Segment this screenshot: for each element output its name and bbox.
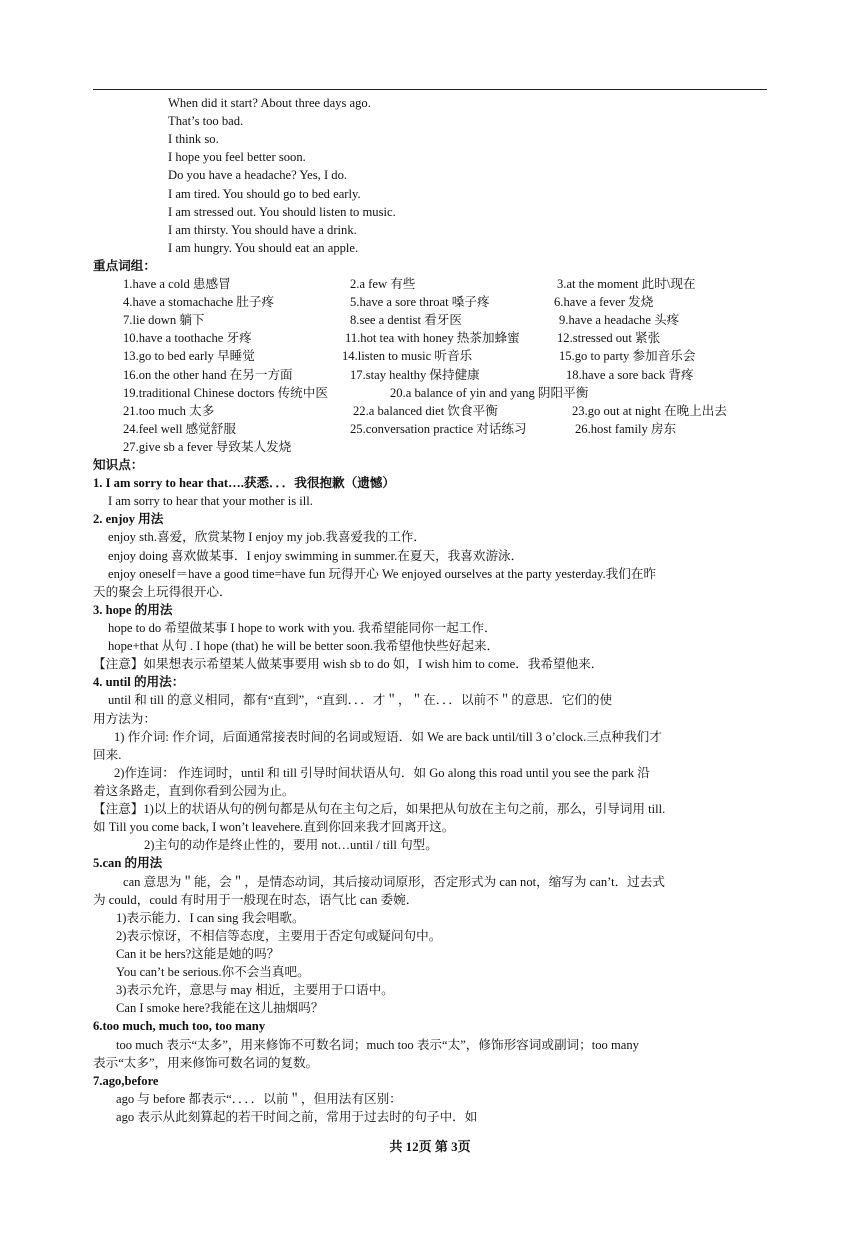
point-line: 3)表示允许，意思与 may 相近，主要用于口语中。 <box>116 983 394 997</box>
section-heading: 重点词组： <box>93 259 156 273</box>
phrase-item: 21.too much 太多 <box>123 404 215 418</box>
phrase-item: 3.at the moment 此时\现在 <box>557 277 696 291</box>
phrase-item: 2.a few 有些 <box>350 277 416 291</box>
point-line: Can it be hers?这能是她的吗？ <box>116 947 280 961</box>
phrase-item: 16.on the other hand 在另一方面 <box>123 368 293 382</box>
point-line: too much 表示“太多”，用来修饰不可数名词；much too 表示“太”，修饰形容词或副词；too many <box>116 1038 639 1052</box>
point-title: 2. enjoy 用法 <box>93 512 164 526</box>
point-line: ago 表示从此刻算起的若干时间之前，常用于过去时的句子中．如 <box>116 1110 478 1124</box>
phrase-item: 10.have a toothache 牙疼 <box>123 331 252 345</box>
point-line: 着这条路走，直到你看到公园为止。 <box>93 784 295 798</box>
phrase-item: 25.conversation practice 对话练习 <box>350 422 527 436</box>
point-line: 【注意】如果想表示希望某人做某事要用 wish sb to do 如，I wish him to come．我希望他来． <box>93 657 604 671</box>
phrase-item: 13.go to bed early 早睡觉 <box>123 349 255 363</box>
page-footer: 共 12页 第 3页 <box>389 1139 471 1154</box>
phrase-item: 5.have a sore throat 嗓子疼 <box>350 295 490 309</box>
phrase-item: 11.hot tea with honey 热茶加蜂蜜 <box>345 331 520 345</box>
phrase-item: 14.listen to music 听音乐 <box>342 349 473 363</box>
phrase-item: 8.see a dentist 看牙医 <box>350 313 462 327</box>
point-line: Can I smoke here?我能在这儿抽烟吗？ <box>116 1001 324 1015</box>
point-line: 天的聚会上玩得很开心． <box>93 585 232 599</box>
phrase-item: 20.a balance of yin and yang 阴阳平衡 <box>390 386 589 400</box>
phrase-item: 26.host family 房东 <box>575 422 677 436</box>
dialogue-line: That’s too bad. <box>168 114 244 128</box>
point-title: 4. until 的用法： <box>93 675 185 689</box>
point-title: 5.can 的用法 <box>93 856 163 870</box>
point-line: 2)主句的动作是终止性的，要用 not…until / till 句型。 <box>144 838 438 852</box>
phrase-item: 12.stressed out 紧张 <box>557 331 661 345</box>
dialogue-line: I think so. <box>168 132 219 146</box>
dialogue-line: I am tired. You should go to bed early. <box>168 187 361 201</box>
point-line: 2)作连词： 作连词时，until 和 till 引导时间状语从句．如 Go along this road until you see the park 沿 <box>114 766 650 780</box>
point-line: 为 could，could 有时用于一般现在时态，语气比 can 委婉． <box>93 893 419 907</box>
point-line: 如 Till you come back, I won’t leavehere.直到你回来我才回离开这。 <box>93 820 455 834</box>
point-line: You can’t be serious.你不会当真吧。 <box>116 965 310 979</box>
section-heading: 知识点： <box>93 458 144 472</box>
dialogue-line: I hope you feel better soon. <box>168 150 306 164</box>
dialogue-line: Do you have a headache? Yes, I do. <box>168 168 348 182</box>
phrase-item: 15.go to party 参加音乐会 <box>559 349 696 363</box>
point-line: 1)表示能力．I can sing 我会唱歌。 <box>116 911 305 925</box>
point-line: ago 与 before 都表示“．．．．以前＂，但用法有区别： <box>116 1092 402 1106</box>
point-title: 7.ago,before <box>93 1074 159 1088</box>
point-line: 回来. <box>93 748 122 762</box>
phrase-item: 4.have a stomachache 肚子疼 <box>123 295 275 309</box>
phrase-item: 1.have a cold 患感冒 <box>123 277 231 291</box>
dialogue-line: I am thirsty. You should have a drink. <box>168 223 357 237</box>
point-line: 表示“太多”，用来修饰可数名词的复数。 <box>93 1056 319 1070</box>
point-line: 1) 作介词: 作介词，后面通常接表时间的名词或短语．如 We are back until/till 3 o’clock.三点种我们才 <box>114 730 662 744</box>
point-title: 6.too much, much too, too many <box>93 1019 266 1033</box>
point-line: enjoy doing 喜欢做某事．I enjoy swimming in summer.在夏天，我喜欢游泳． <box>108 549 524 563</box>
point-line: enjoy oneself＝have a good time=have fun 玩得开心 We enjoyed ourselves at the party yesterday.我们在昨 <box>108 567 657 581</box>
point-line: hope+that 从句 . I hope (that) he will be better soon.我希望他快些好起来． <box>108 639 500 653</box>
point-line: I am sorry to hear that your mother is ill. <box>108 494 313 508</box>
phrase-item: 6.have a fever 发烧 <box>554 295 654 309</box>
phrase-item: 17.stay healthy 保持健康 <box>350 368 480 382</box>
point-line: 用方法为： <box>93 712 156 726</box>
point-line: can 意思为＂能，会＂，是情态动词，其后接动词原形，否定形式为 can not，缩写为 can’t．过去式 <box>123 875 665 889</box>
phrase-item: 7.lie down 躺下 <box>123 313 205 327</box>
phrase-item: 18.have a sore back 背疼 <box>566 368 694 382</box>
dialogue-line: When did it start? About three days ago. <box>168 96 371 110</box>
phrase-item: 27.give sb a fever 导致某人发烧 <box>123 440 292 454</box>
phrase-item: 22.a balanced diet 饮食平衡 <box>353 404 498 418</box>
dialogue-line: I am hungry. You should eat an apple. <box>168 241 359 255</box>
header-rule <box>93 89 767 90</box>
phrase-item: 19.traditional Chinese doctors 传统中医 <box>123 386 328 400</box>
point-line: 2)表示惊讶，不相信等态度，主要用于否定句或疑问句中。 <box>116 929 442 943</box>
point-line: until 和 till 的意义相同，都有“直到”，“直到．．．才＂，＂在．．．以前不＂的意思．它们的使 <box>108 693 613 707</box>
point-line: hope to do 希望做某事 I hope to work with you. 我希望能同你一起工作． <box>108 621 497 635</box>
point-title: 1. I am sorry to hear that….获悉．．．我很抱歉（遗憾） <box>93 476 395 490</box>
dialogue-line: I am stressed out. You should listen to music. <box>168 205 396 219</box>
phrase-item: 9.have a headache 头疼 <box>559 313 680 327</box>
phrase-item: 24.feel well 感觉舒服 <box>123 422 236 436</box>
point-line: enjoy sth.喜爱，欣赏某物 I enjoy my job.我喜爱我的工作． <box>108 530 426 544</box>
phrase-item: 23.go out at night 在晚上出去 <box>572 404 727 418</box>
point-title: 3. hope 的用法 <box>93 603 173 617</box>
point-line: 【注意】1)以上的状语从句的例句都是从句在主句之后，如果把从句放在主句之前，那么，引导词用 till. <box>93 802 666 816</box>
